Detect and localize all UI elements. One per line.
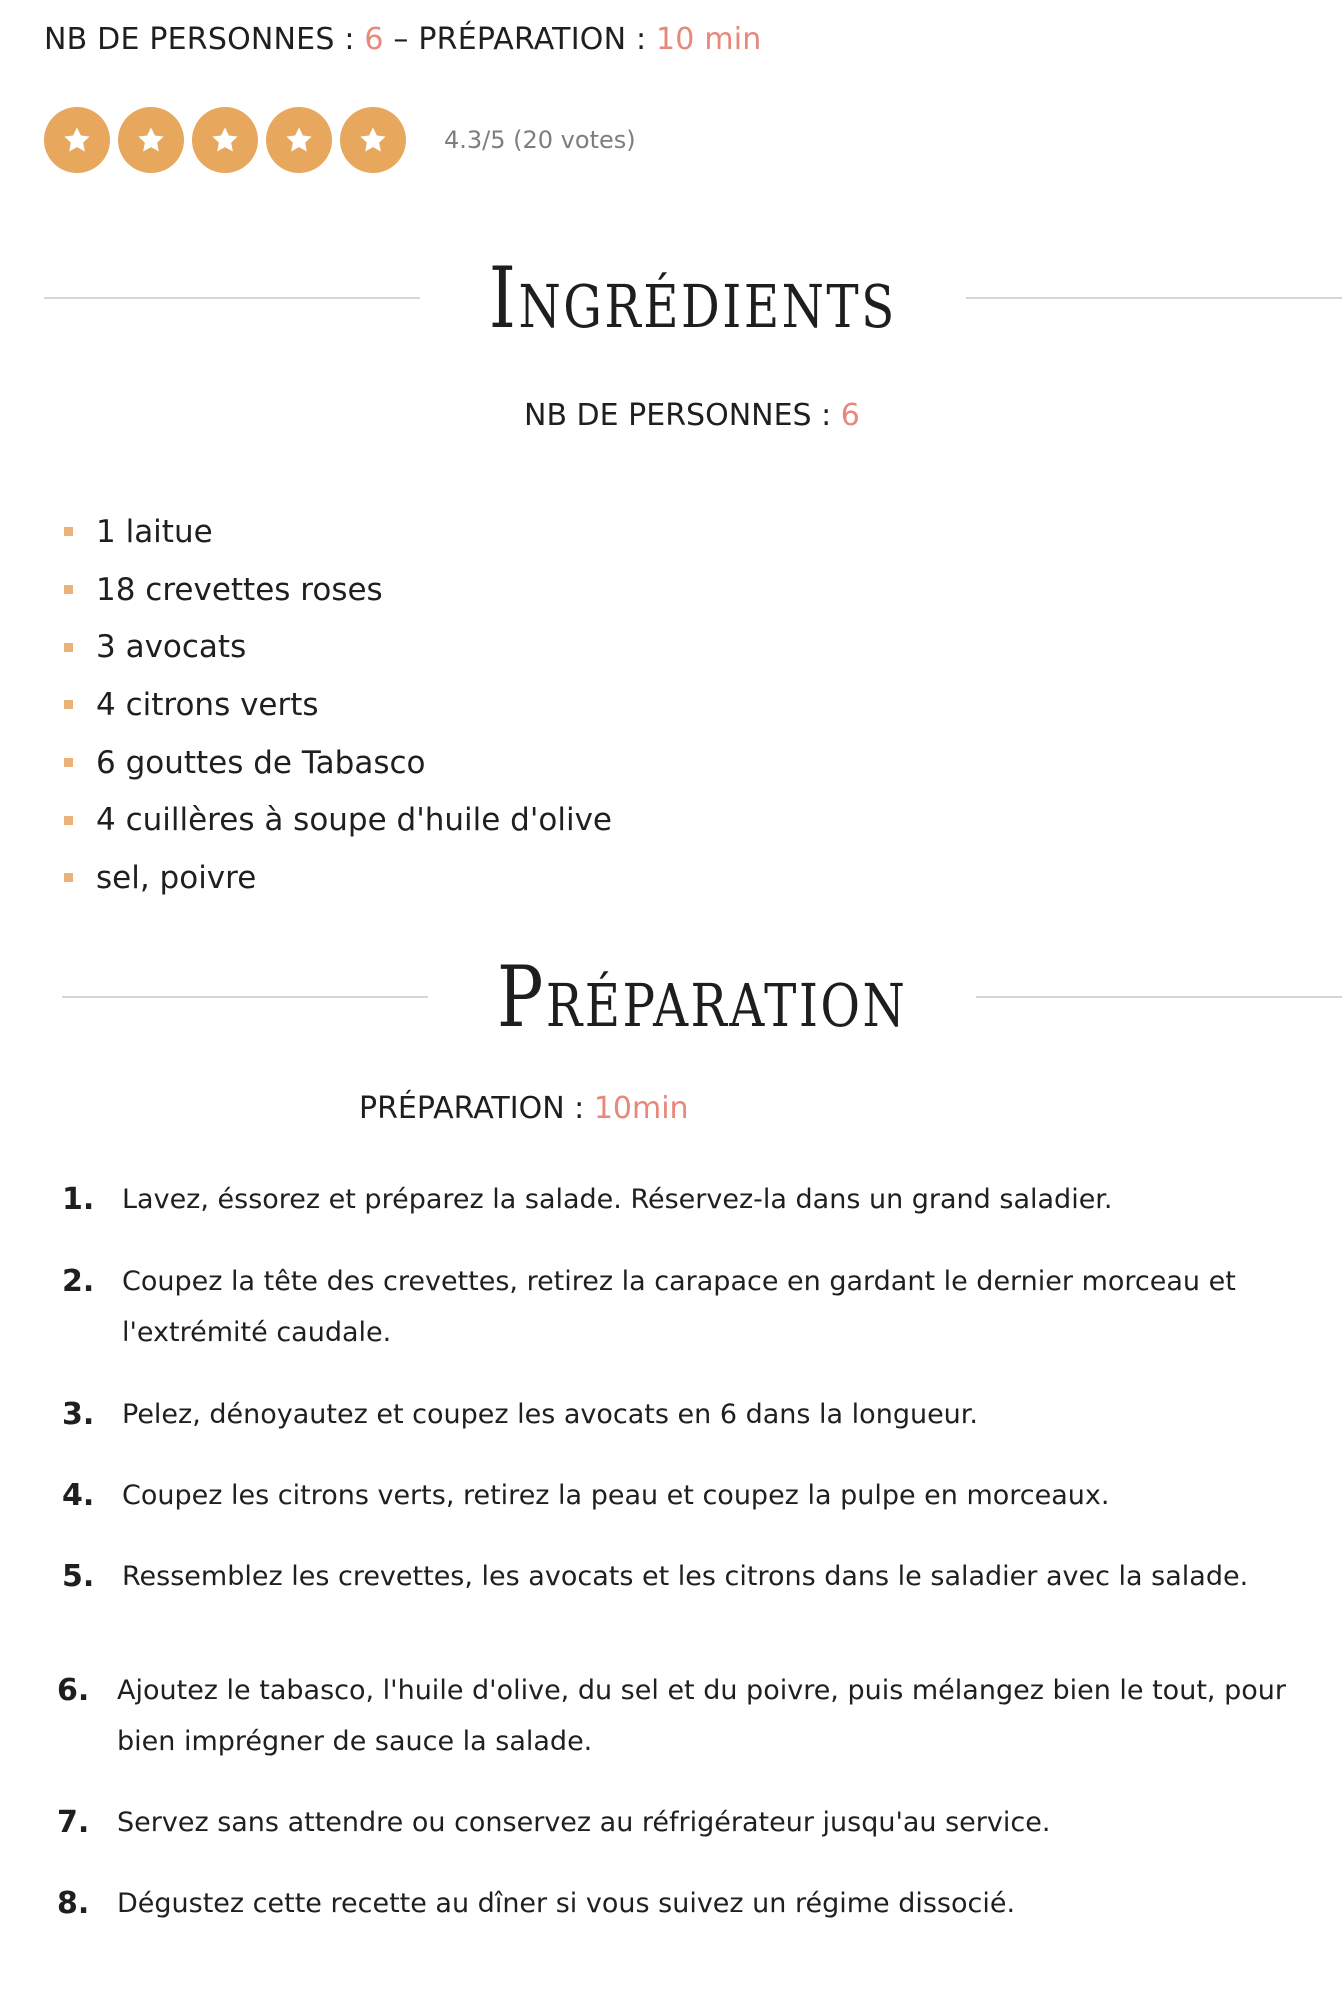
meta-separator: –	[393, 22, 409, 57]
rating-star-3[interactable]	[192, 107, 258, 173]
bullet-icon	[64, 585, 73, 594]
step-text: Lavez, éssorez et préparez la salade. Réservez-la dans un grand saladier.	[122, 1184, 1113, 1215]
step-item	[57, 1665, 1297, 1767]
step-number: 3.	[62, 1397, 95, 1432]
star-icon	[209, 124, 241, 156]
step-text: Dégustez cette recette au dîner si vous suivez un régime dissocié.	[117, 1888, 1016, 1919]
ingredient-item	[64, 734, 612, 792]
bullet-icon	[64, 816, 73, 825]
star-icon	[135, 124, 167, 156]
recipe-meta-line	[44, 22, 762, 57]
bullet-icon	[64, 700, 73, 709]
ingredient-item	[64, 503, 612, 561]
heading-divider-left	[44, 297, 420, 299]
ingredient-item	[64, 618, 612, 676]
step-number: 1.	[62, 1182, 95, 1217]
step-number: 5.	[62, 1559, 95, 1594]
ingredient-text: 18 crevettes roses	[96, 571, 383, 608]
step-item	[62, 1551, 1322, 1602]
bullet-icon	[64, 643, 73, 652]
step-text: Pelez, dénoyautez et coupez les avocats en 6 dans la longueur.	[122, 1399, 978, 1430]
rating-star-5[interactable]	[340, 107, 406, 173]
step-number: 8.	[57, 1886, 90, 1921]
step-text: Ressemblez les crevettes, les avocats et les citrons dans le saladier avec la salade.	[122, 1561, 1249, 1592]
ingredient-item	[64, 791, 612, 849]
ingredients-heading	[44, 249, 1342, 347]
step-number: 6.	[57, 1673, 90, 1708]
step-item	[62, 1389, 1322, 1440]
heading-divider-right	[976, 996, 1342, 998]
ingredients-list	[64, 503, 612, 907]
rating-score: 4.3/5 (20 votes)	[444, 126, 636, 154]
step-item	[57, 1797, 1317, 1848]
heading-divider-right	[966, 297, 1342, 299]
servings-label: NB DE PERSONNES :	[524, 398, 832, 433]
servings-label: NB DE PERSONNES :	[44, 22, 355, 57]
ingredient-text: 4 cuillères à soupe d'huile d'olive	[96, 802, 612, 839]
preparation-time	[359, 1091, 689, 1126]
step-number: 2.	[62, 1264, 95, 1299]
star-icon	[357, 124, 389, 156]
prep-time-label: PRÉPARATION :	[359, 1091, 585, 1126]
ingredients-servings	[524, 398, 860, 433]
ingredient-item	[64, 561, 612, 619]
ingredient-item	[64, 849, 612, 907]
step-item	[62, 1470, 1322, 1521]
step-text: Coupez les citrons verts, retirez la peau et coupez la pulpe en morceaux.	[122, 1480, 1110, 1511]
ingredient-item	[64, 676, 612, 734]
step-number: 7.	[57, 1805, 90, 1840]
bullet-icon	[64, 527, 73, 536]
step-text: Coupez la tête des crevettes, retirez la carapace en gardant le dernier morceau et l'extrémité caudale.	[122, 1266, 1236, 1348]
preparation-title: Préparation	[496, 948, 908, 1046]
step-item	[62, 1256, 1322, 1358]
rating-star-1[interactable]	[44, 107, 110, 173]
bullet-icon	[64, 758, 73, 767]
rating-star-2[interactable]	[118, 107, 184, 173]
star-icon	[61, 124, 93, 156]
rating-star-4[interactable]	[266, 107, 332, 173]
rating-widget	[44, 107, 636, 173]
servings-value: 6	[840, 398, 860, 433]
step-text: Servez sans attendre ou conservez au réfrigérateur jusqu'au service.	[117, 1807, 1051, 1838]
bullet-icon	[64, 873, 73, 882]
preparation-heading	[62, 948, 1342, 1046]
ingredient-text: 3 avocats	[96, 629, 247, 666]
step-number: 4.	[62, 1478, 95, 1513]
ingredient-text: 4 citrons verts	[96, 686, 319, 723]
ingredient-text: 1 laitue	[96, 513, 213, 550]
step-item	[62, 1174, 1322, 1225]
prep-time-value: 10min	[593, 1091, 689, 1126]
ingredient-text: 6 gouttes de Tabasco	[96, 744, 426, 781]
ingredients-title: Ingrédients	[489, 249, 897, 347]
prep-time-value: 10 min	[656, 22, 762, 57]
step-item	[57, 1878, 1317, 1929]
servings-value: 6	[364, 22, 384, 57]
step-text: Ajoutez le tabasco, l'huile d'olive, du sel et du poivre, puis mélangez bien le tout, pour bien imprégner de sauce la salade.	[117, 1675, 1286, 1757]
ingredient-text: sel, poivre	[96, 859, 257, 896]
star-icon	[283, 124, 315, 156]
prep-time-label: PRÉPARATION :	[418, 22, 647, 57]
heading-divider-left	[62, 996, 428, 998]
